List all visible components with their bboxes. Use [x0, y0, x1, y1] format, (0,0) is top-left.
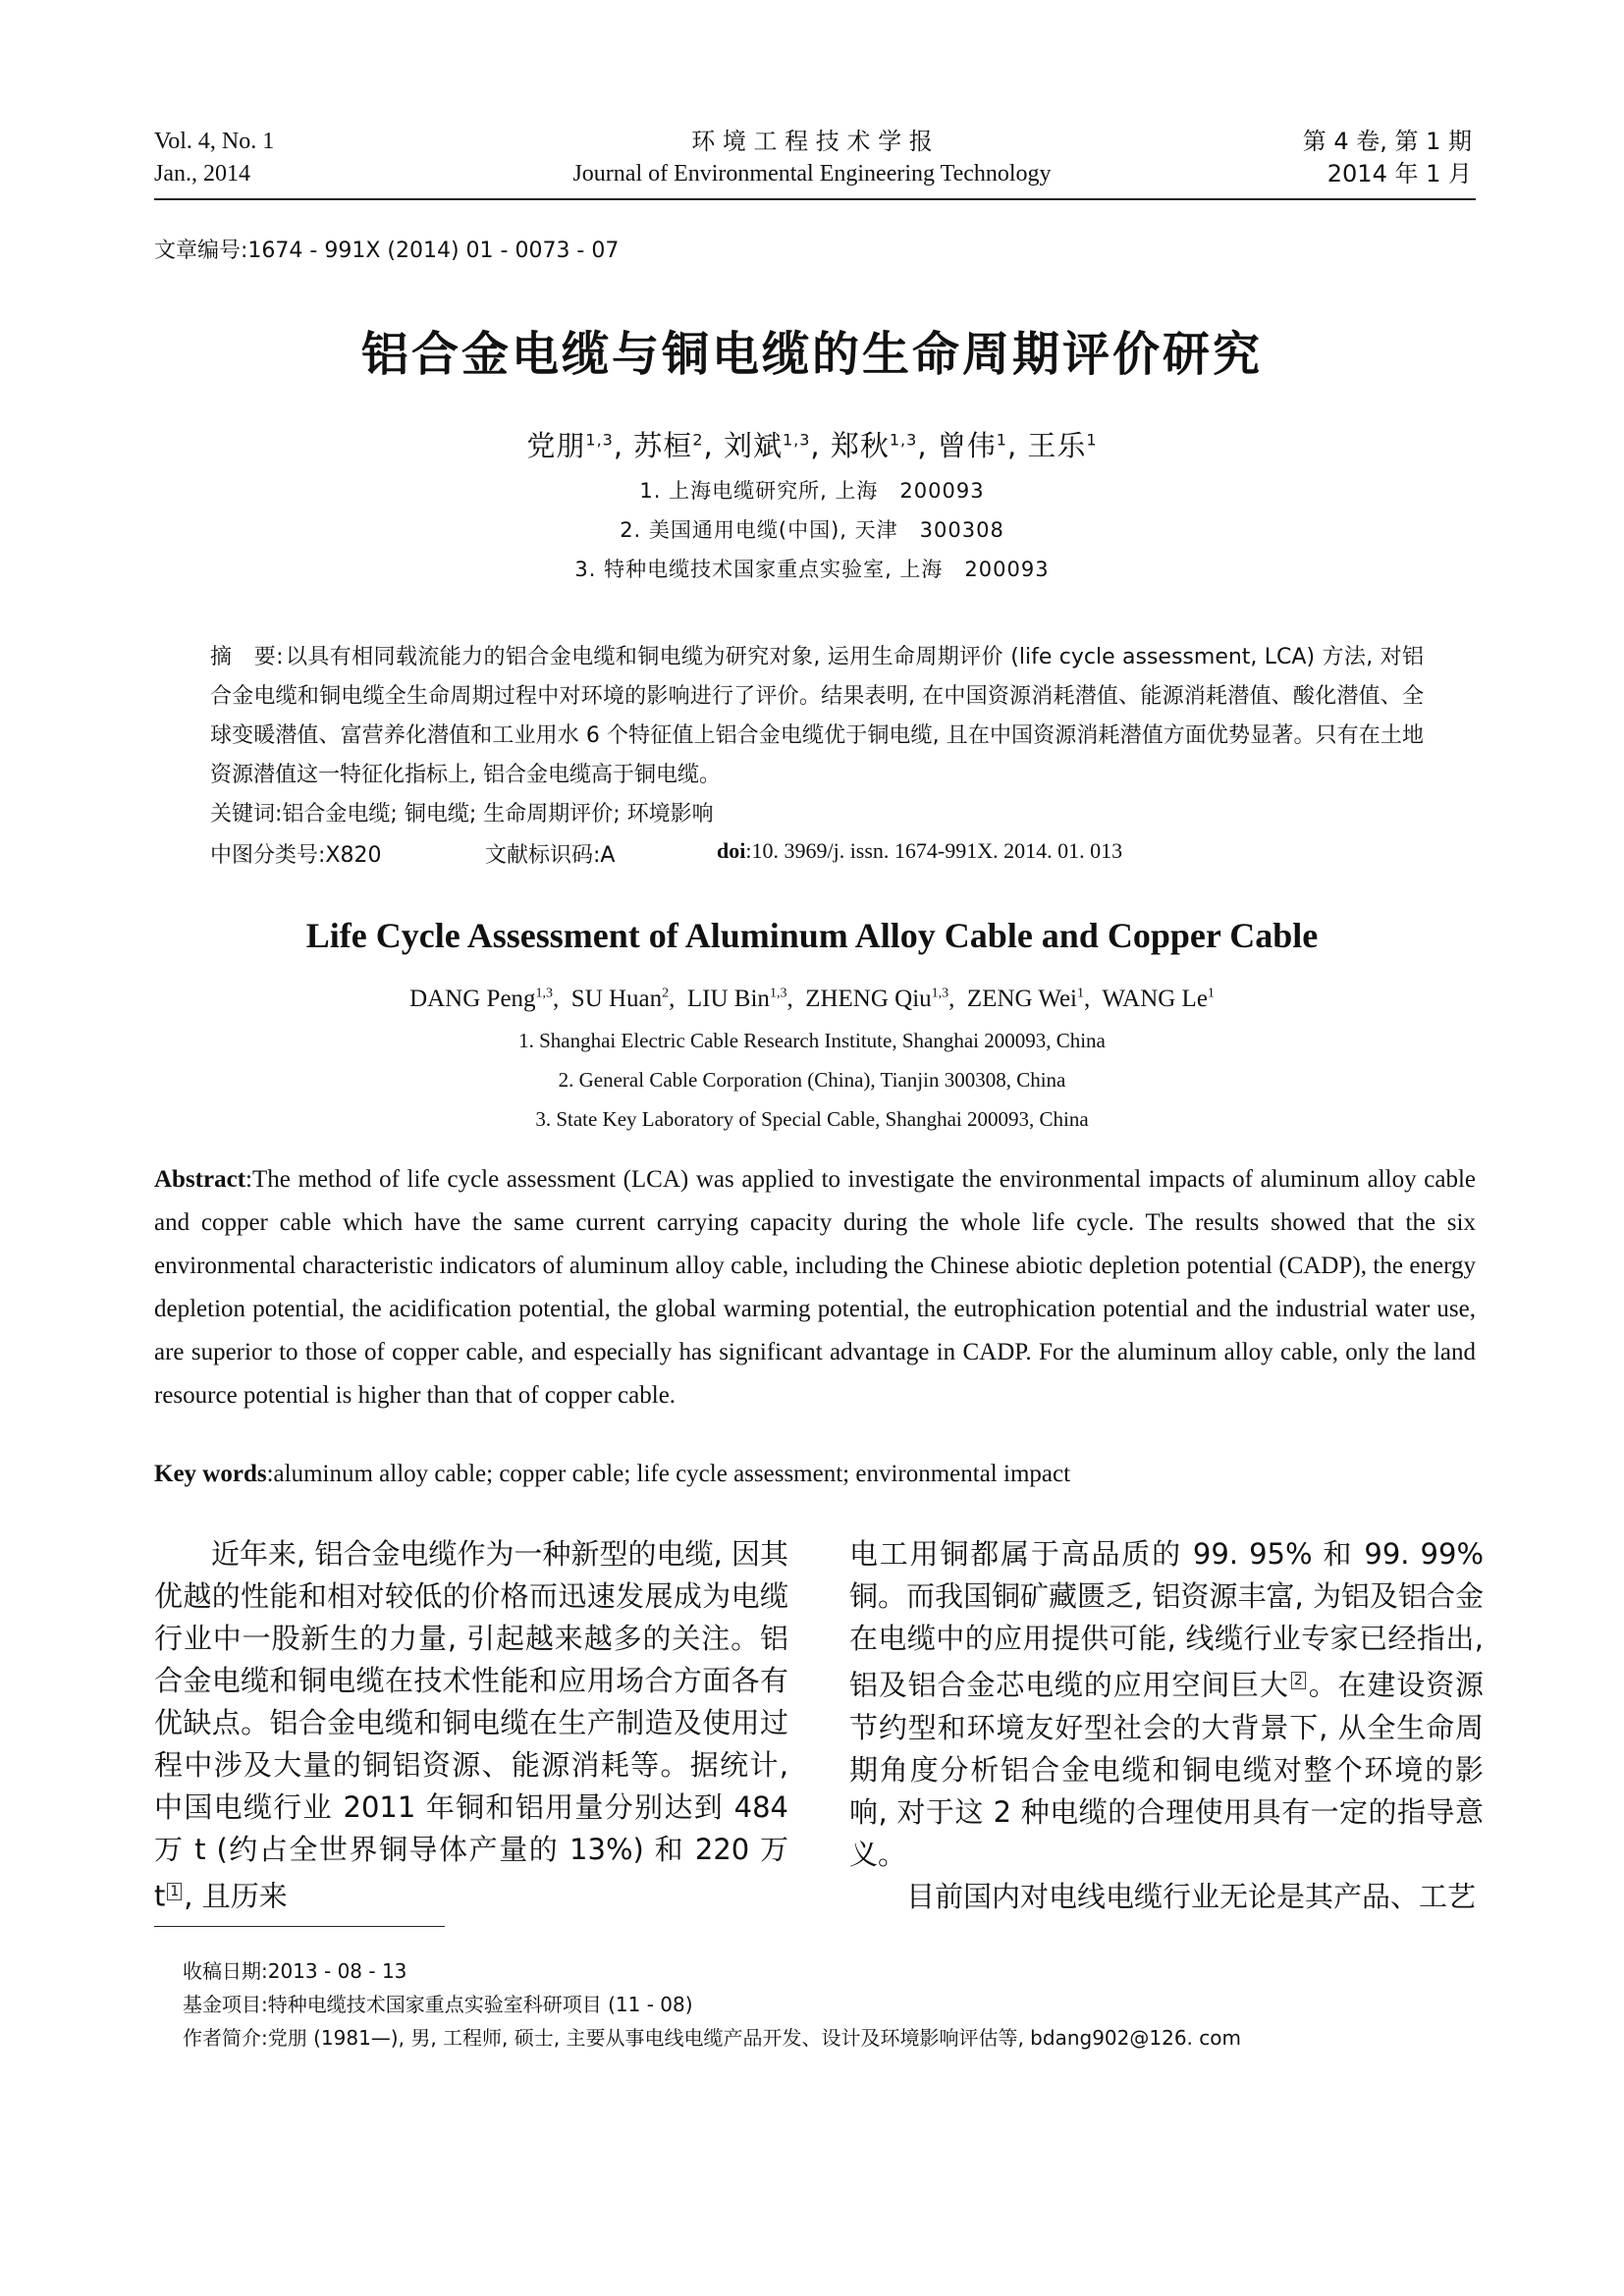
author-zh-sup: 1,3 — [889, 430, 918, 450]
affiliation-en-2: 2. General Cable Corporation (China), Tianjin 300308, China — [558, 1068, 1066, 1092]
citation-ref: 2 — [1291, 1672, 1306, 1689]
keywords-en — [154, 1461, 1070, 1488]
affiliation-zh-1: 1. 上海电缆研究所, 上海 200093 — [639, 479, 985, 503]
authors-en: DANG Peng$^{1,3}$, SU Huan$^2$, LIU Bin$^{1,3}$, ZHENG Qiu$^{1,3}$, ZENG Wei$^1$, WANG Le$^1$ — [409, 986, 1215, 1012]
body-text: 电工用铜都属于高品质的 99. 95% 和 99. 99% 铜。而我国铜矿藏匮乏, 铝资源丰富, 为铝及铝合金在电缆中的应用提供可能, 线缆行业专家已经指出, 铝及铝合金芯电缆的应用空间巨大 — [849, 1537, 1484, 1702]
title-zh: 铝合金电缆与铜电缆的生命周期评价研究 — [360, 327, 1263, 382]
author-en-sup: 1,3 — [535, 986, 554, 1001]
header-volume-zh: 第 4 卷, 第 1 期 — [1302, 128, 1472, 155]
author-zh: 王乐 — [1027, 429, 1087, 462]
footnote-author: 作者简介:党朋 (1981—), 男, 工程师, 硕士, 主要从事电线电缆产品开发、设计及环境影响评估等, bdang902@126. com — [183, 2026, 1241, 2050]
author-en-sup: 1 — [1207, 986, 1215, 1001]
abstract-zh-label: 摘 要: — [210, 645, 284, 669]
keywords-zh: 关键词:铝合金电缆; 铜电缆; 生命周期评价; 环境影响 — [210, 802, 714, 827]
footnote-rule — [154, 1926, 445, 1927]
author-zh-sup: 1 — [1086, 430, 1098, 450]
footnote-received: 收稿日期:2013 - 08 - 13 — [183, 1959, 407, 1983]
body-text: , 且历来 — [184, 1879, 288, 1913]
clc-number: 中图分类号:X820 — [210, 843, 382, 868]
document-code: 文献标识码:A — [485, 843, 616, 868]
author-zh: 刘斌 — [723, 429, 783, 462]
abstract-en — [154, 1158, 1476, 1417]
body-column-left — [154, 1533, 788, 1918]
keywords-en-label: Key words — [154, 1461, 267, 1487]
body-paragraph — [154, 1533, 788, 1918]
keywords-en-text: :aluminum alloy cable; copper cable; life cycle assessment; environmental impact — [266, 1461, 1071, 1487]
article-number: 文章编号:1674 - 991X (2014) 01 - 0073 - 07 — [154, 239, 620, 263]
authors-zh: 党朋$^{1,3}$, 苏桓$^2$, 刘斌$^{1,3}$, 郑秋$^{1,3}$, 曾伟$^1$, 王乐$^1$ — [526, 429, 1098, 462]
abstract-en-label: Abstract — [154, 1166, 246, 1193]
author-en-sup: 1,3 — [931, 986, 949, 1001]
doi — [717, 838, 1122, 864]
affiliation-en-1: 1. Shanghai Electric Cable Research Institute, Shanghai 200093, China — [518, 1029, 1106, 1052]
footnote-fund: 基金项目:特种电缆技术国家重点实验室科研项目 (11 - 08) — [183, 1993, 693, 2016]
header-volume-issue: Vol. 4, No. 1 — [154, 129, 275, 154]
author-en-sup: 2 — [662, 986, 670, 1001]
header-journal-zh: 环 境 工 程 技 术 学 报 — [691, 128, 933, 155]
citation-ref: 1 — [167, 1883, 182, 1900]
author-zh: 党朋 — [526, 429, 586, 462]
author-en: ZHENG Qiu — [805, 986, 932, 1012]
affiliation-zh-3: 3. 特种电缆技术国家重点实验室, 上海 200093 — [574, 558, 1050, 581]
author-zh: 曾伟 — [937, 429, 997, 462]
header-issue-zh — [1303, 126, 1472, 190]
author-en: DANG Peng — [409, 986, 536, 1012]
author-zh: 郑秋 — [830, 429, 890, 462]
author-zh-sup: 1 — [996, 430, 1007, 450]
doi-label: doi — [717, 838, 746, 863]
title-en: Life Cycle Assessment of Aluminum Alloy Cable and Copper Cable — [305, 916, 1319, 955]
affiliation-en-3: 3. State Key Laboratory of Special Cable, Shanghai 200093, China — [535, 1107, 1089, 1131]
doi-value: :10. 3969/j. issn. 1674-991X. 2014. 01. 013 — [745, 838, 1123, 863]
affiliation-zh-2: 2. 美国通用电缆(中国), 天津 300308 — [620, 518, 1004, 542]
body-text: 近年来, 铝合金电缆作为一种新型的电缆, 因其优越的性能和相对较低的价格而迅速发展成为电缆行业中一股新生的力量, 引起越来越多的关注。铝合金电缆和铜电缆在技术性能和应用场合方面各有优缺点。铝合金电缆和铜电缆在生产制造及使用过程中涉及大量的铜铝资源、能源消耗等。据统计, 中国电缆行业 2011 年铜和铝用量分别达到 484 万 t (约占全世界铜导体产量的 13%) 和 220 万 t — [154, 1537, 788, 1913]
body-paragraph — [849, 1533, 1484, 1876]
header-journal-en: Journal of Environmental Engineering Technology — [572, 161, 1052, 187]
header-date-zh: 2014 年 1 月 — [1326, 160, 1472, 187]
author-en-sup: 1,3 — [769, 986, 787, 1001]
author-en-sup: 1 — [1077, 986, 1084, 1001]
body-text: 。在建设资源节约型和环境友好型社会的大背景下, 从全生命周期角度分析铝合金电缆和铜电缆对整个环境的影响, 对于这 2 种电缆的合理使用具有一定的指导意义。 — [849, 1668, 1484, 1871]
abstract-zh-text: 以具有相同载流能力的铝合金电缆和铜电缆为研究对象, 运用生命周期评价 (life cycle assessment, LCA) 方法, 对铝合金电缆和铜电缆全生命周期过程中对环境的影响进行了评价。结果表明, 在中国资源消耗潜值、能源消耗潜值、酸化潜值、全球变暖潜值、富营养化潜值和工业用水 6 个特征值上铝合金电缆优于铜电缆, 且在中国资源消耗潜值方面优势显著。只有在土地资源潜值这一特征化指标上, 铝合金电缆高于铜电缆。 — [210, 645, 1424, 787]
abstract-zh — [210, 638, 1424, 795]
header-date-en: Jan., 2014 — [154, 161, 250, 187]
abstract-en-text: :The method of life cycle assessment (LCA) was applied to investigate the environmental impacts of aluminum alloy cable and copper cable which have the same current carrying capacity during the whole life cycle. The results showed that the six environmental characteristic indicators of aluminum alloy cable, including the Chinese abiotic depletion potential (CADP), the energy depletion potential, the acidification potential, the global warming potential, the eutrophication potential and the industrial water use, are superior to those of copper cable, and especially has significant advantage in CADP. For the aluminum alloy cable, only the land resource potential is higher than that of copper cable. — [154, 1166, 1476, 1409]
author-zh-sup: 1,3 — [782, 430, 811, 450]
author-en: ZENG Wei — [966, 986, 1077, 1012]
author-zh-sup: 2 — [692, 430, 704, 450]
header-rule — [154, 198, 1476, 200]
author-en: LIU Bin — [686, 986, 770, 1012]
author-en: SU Huan — [570, 986, 663, 1012]
author-zh-sup: 1,3 — [585, 430, 614, 450]
body-paragraph: 目前国内对电线电缆行业无论是其产品、工艺 — [906, 1879, 1477, 1913]
author-zh: 苏桓 — [633, 429, 693, 462]
body-column-right — [849, 1533, 1484, 1918]
author-en: WANG Le — [1102, 986, 1208, 1012]
